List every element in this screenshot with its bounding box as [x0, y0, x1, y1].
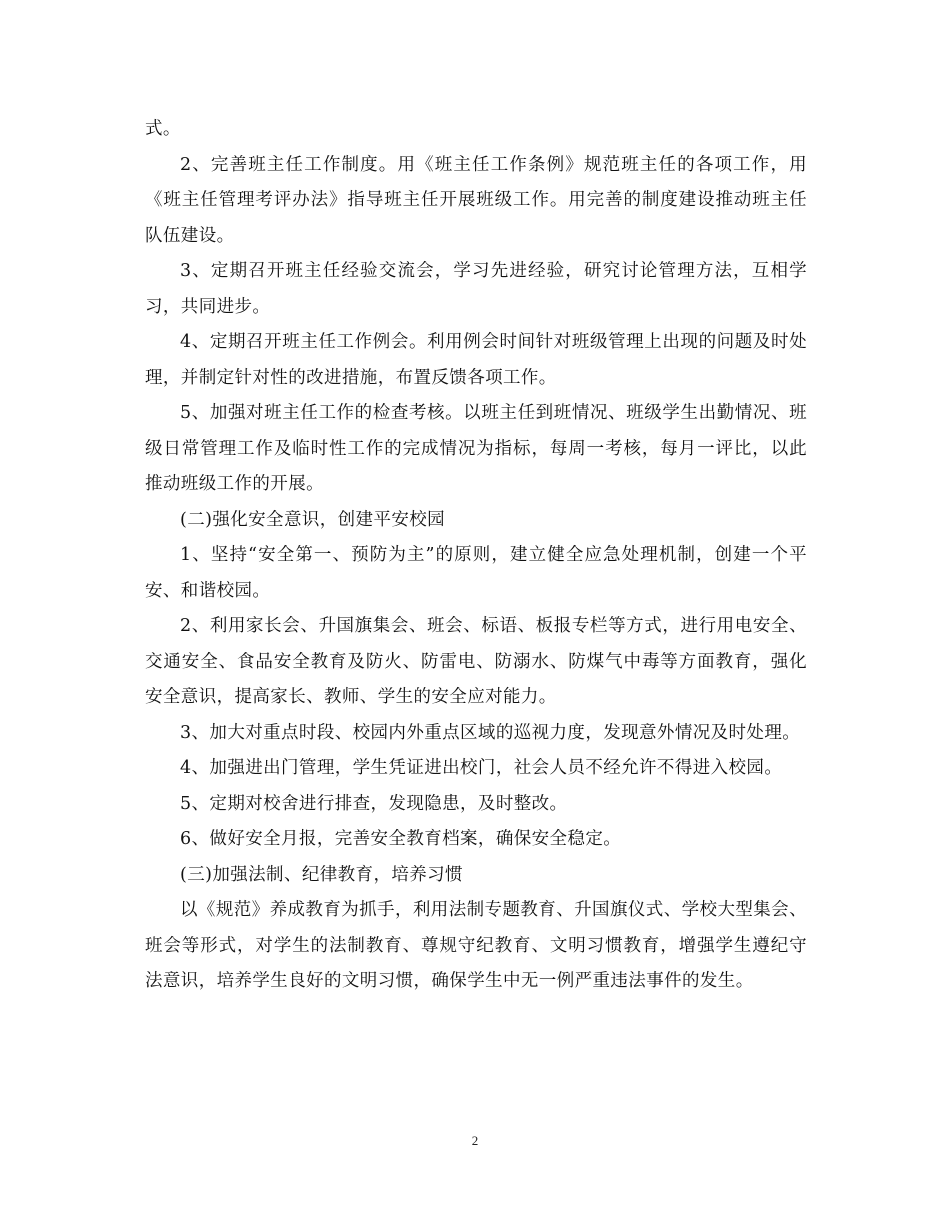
paragraph-9: 4、加强进出门管理，学生凭证进出校门，社会人员不经允许不得进入校园。 [180, 758, 783, 778]
document-body [145, 112, 807, 1000]
paragraph-11: 6、做好安全月报，完善安全教育档案，确保安全稳定。 [180, 829, 622, 849]
paragraph-1: 2、完善班主任工作制度。用《班主任工作条例》规范班主任的各项工作，用《班主任管理考评办法》指导班主任开展班级工作。用完善的制度建设推动班主任队伍建设。 [145, 154, 807, 246]
page-number: 2 [471, 1133, 479, 1148]
paragraph-13: 以《规范》养成教育为抓手，利用法制专题教育、升国旗仪式、学校大型集会、班会等形式，对学生的法制教育、尊规守纪教育、文明习惯教育，增强学生遵纪守法意识，培养学生良好的文明习惯，确保学生中无一例严重违法事件的发生。 [145, 900, 807, 991]
section-heading-3: (三)加强法制、纪律教育，培养习惯 [180, 864, 463, 885]
paragraph-0: 式。 [145, 119, 181, 139]
paragraph-2: 3、定期召开班主任经验交流会，学习先进经验，研究讨论管理方法，互相学习，共同进步。 [145, 261, 807, 317]
paragraph-3: 4、定期召开班主任工作例会。利用例会时间针对班级管理上出现的问题及时处理，并制定针对性的改进措施，布置反馈各项工作。 [145, 332, 807, 388]
section-heading-2: (二)强化安全意识，创建平安校园 [180, 509, 446, 530]
paragraph-7: 2、利用家长会、升国旗集会、班会、标语、板报专栏等方式，进行用电安全、交通安全、食品安全教育及防火、防雷电、防溺水、防煤气中毒等方面教育，强化安全意识，提高家长、教师、学生的安全应对能力。 [145, 616, 807, 707]
paragraph-4: 5、加强对班主任工作的检查考核。以班主任到班情况、班级学生出勤情况、班级日常管理工作及临时性工作的完成情况为指标，每周一考核，每月一评比，以此推动班级工作的开展。 [145, 403, 807, 494]
paragraph-8: 3、加大对重点时段、校园内外重点区域的巡视力度，发现意外情况及时处理。 [180, 722, 801, 743]
paragraph-6: 1、坚持“安全第一、预防为主”的原则，建立健全应急处理机制，创建一个平安、和谐校园。 [145, 545, 807, 601]
paragraph-10: 5、定期对校舍进行排查，发现隐患，及时整改。 [180, 793, 568, 814]
